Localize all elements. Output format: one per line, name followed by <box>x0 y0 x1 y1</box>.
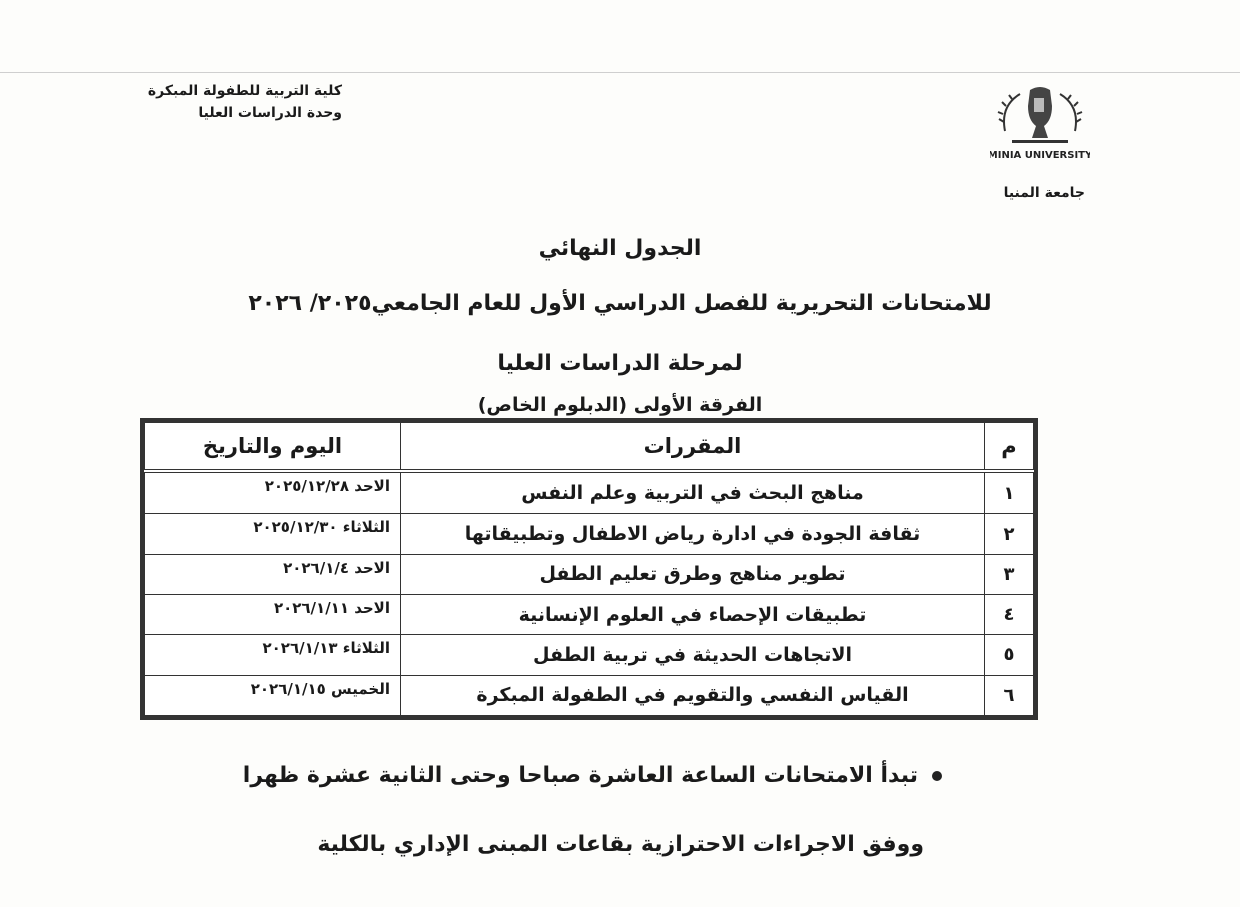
row-course: القياس النفسي والتقويم في الطفولة المبكرة <box>401 675 985 715</box>
row-course: ثقافة الجودة في ادارة رياض الاطفال وتطبيقاتها <box>401 514 985 554</box>
faculty-name: كلية التربية للطفولة المبكرة <box>147 83 342 99</box>
university-ar-name: جامعة المنيا <box>1003 185 1085 201</box>
header-rule <box>0 72 1240 73</box>
note-time-text: تبدأ الامتحانات الساعة العاشرة صباحا وحتى الثانية عشرة ظهرا <box>242 763 918 788</box>
row-date: الاحد ٢٠٢٥/١٢/٢٨ <box>145 471 401 514</box>
table-row <box>145 514 1034 554</box>
row-number: ٢ <box>985 514 1034 554</box>
row-date: الثلاثاء ٢٠٢٥/١٢/٣٠ <box>145 514 401 554</box>
row-number: ٣ <box>985 554 1034 594</box>
table-row <box>145 595 1034 635</box>
row-date: الخميس ٢٠٢٦/١/١٥ <box>145 675 401 715</box>
row-course: مناهج البحث في التربية وعلم النفس <box>401 471 985 514</box>
row-number: ٦ <box>985 675 1034 715</box>
row-number: ٤ <box>985 595 1034 635</box>
row-date: الثلاثاء ٢٠٢٦/١/١٣ <box>145 635 401 675</box>
row-course: تطوير مناهج وطرق تعليم الطفل <box>401 554 985 594</box>
schedule-stage: لمرحلة الدراسات العليا <box>497 351 743 376</box>
note-time <box>243 763 942 788</box>
table-row <box>145 471 1034 514</box>
exam-table <box>140 418 1038 720</box>
university-en-name: MINIA UNIVERSITY <box>990 150 1090 161</box>
faculty-block <box>148 80 342 124</box>
schedule-title: الجدول النهائي <box>538 236 702 261</box>
table-header-row <box>145 423 1034 472</box>
col-number-header: م <box>985 423 1034 472</box>
row-number: ٥ <box>985 635 1034 675</box>
table-row <box>145 554 1034 594</box>
university-logo <box>990 76 1090 166</box>
bullet-icon <box>932 771 942 781</box>
note-location: ووفق الاجراءات الاحترازية بقاعات المبنى الإداري بالكلية <box>317 832 924 857</box>
col-date-header: اليوم والتاريخ <box>145 423 401 472</box>
row-date: الاحد ٢٠٢٦/١/٤ <box>145 554 401 594</box>
schedule-subtitle: للامتحانات التحريرية للفصل الدراسي الأول للعام الجامعي٢٠٢٥/ ٢٠٢٦ <box>248 291 992 316</box>
unit-name: وحدة الدراسات العليا <box>198 105 342 121</box>
row-date: الاحد ٢٠٢٦/١/١١ <box>145 595 401 635</box>
schedule-group: الفرقة الأولى (الدبلوم الخاص) <box>477 394 763 416</box>
row-number: ١ <box>985 471 1034 514</box>
table-row <box>145 675 1034 715</box>
row-course: الاتجاهات الحديثة في تربية الطفل <box>401 635 985 675</box>
table-row <box>145 635 1034 675</box>
row-course: تطبيقات الإحصاء في العلوم الإنسانية <box>401 595 985 635</box>
col-course-header: المقررات <box>401 423 985 472</box>
